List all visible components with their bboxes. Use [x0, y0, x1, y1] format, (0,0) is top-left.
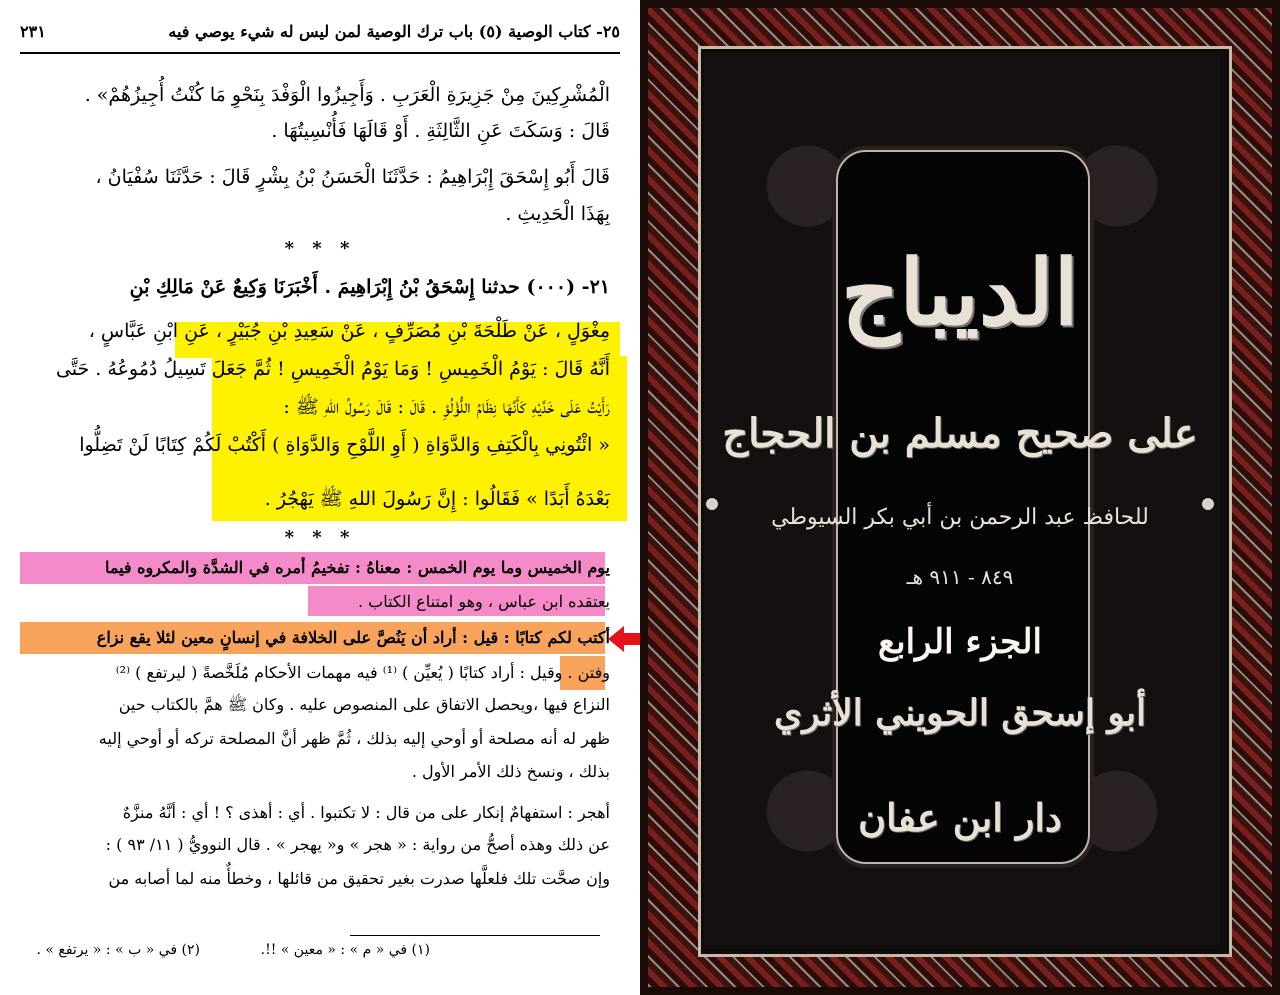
commentary-line: يعتقده ابن عباس ، وهو امتناع الكتاب . — [357, 592, 610, 611]
cover-years: ٨٤٩ - ٩١١ هـ — [906, 565, 1014, 589]
section-separator: * * * — [284, 527, 356, 548]
commentary-line: عن ذلك وهذه أصحُّ من رواية : « هجر » و« يهجر » . قال النوويُّ ( ١١/ ٩٣ ) : — [105, 835, 610, 854]
commentary-line: وفتن . وقيل : أراد كتابًا ( يُعيِّن ) ⁽¹⁾ فيه مهمات الأحكام مُلَخَّصةً ( ليرتفع ) ⁽²⁾ — [115, 663, 610, 682]
commentary-line: أهجر : استفهامٌ إنكار على من قال : لا تكتبوا . أي : أهذى ؟ ! أي : أنَّهُ منزَّهٌ — [122, 803, 610, 822]
footnote-divider — [350, 935, 600, 936]
text-line: بِهَذَا الْحَدِيثِ . — [505, 203, 610, 225]
commentary-line: وإن صحَّت تلك فلعلَّها صدرت بغير تحقيق من قائلها ، وخطأٌ منه لما أصابه من — [108, 869, 610, 888]
cover-editor: أبو إسحق الحويني الأثري — [774, 692, 1146, 734]
text-line: قَالَ أَبُو إِسْحَقَ إِبْرَاهِيمُ : حَدَّثَنَا الْحَسَنُ بْنُ بِشْرٍ قَالَ : حَدَّثَنَا سُفْيَانُ ، — [95, 166, 610, 188]
commentary-line: ظهر له أنه مصلحة أو أوحي إليه بذلك ، ثُمَّ ظهر أنَّ المصلحة تركه أو أوحي إليه — [98, 729, 610, 748]
cover-title: الديباج — [841, 240, 1079, 346]
cover-subtitle: على صحيح مسلم بن الحجاج — [722, 410, 1198, 457]
hadith-line: رَأَيْتُ عَلَى خَدَّيْهِ كَأَنَّهَا نِظَامُ اللُّؤْلُؤِ . قَالَ : قَالَ رَسُولُ اللهِ ﷺ : — [283, 396, 610, 418]
chapter-title: ٢٥- كتاب الوصية (٥) باب ترك الوصية لمن ليس له شيء يوصي فيه — [168, 22, 620, 41]
footnote-1: (١) في « م » : « معين » !!. — [260, 942, 430, 958]
commentary-line: بذلك ، ونسخ ذلك الأمر الأول . — [411, 762, 610, 781]
commentary-line: النزاع فيها ،ويحصل الاتفاق على المنصوص عليه . وكان ﷺ همَّ بالكتاب حين — [118, 695, 610, 714]
cover-publisher: دار ابن عفان — [858, 795, 1062, 840]
hadith-line: « ائْتُونِي بِالْكَتِفِ وَالدَّوَاةِ ( أَوِ اللَّوْحِ وَالدَّوَاةِ ) أَكْتُبْ لَكُمْ كِتَابًا لَنْ تَضِلُّوا — [79, 434, 610, 456]
text-line: قَالَ : وَسَكَتَ عَنِ الثَّالِثَةِ . أَوْ قَالَهَا فَأُنْسِيتُهَا . — [271, 120, 610, 142]
book-cover — [640, 0, 1280, 995]
text-line: الْمُشْرِكِينَ مِنْ جَزِيرَةِ الْعَرَبِ . وَأَجِيزُوا الْوَفْدَ بِنَحْوِ مَا كُنْتُ أُجِيزُهُمْ» . — [84, 84, 610, 106]
cover-volume: الجزء الرابع — [878, 622, 1042, 662]
page-header — [20, 22, 620, 50]
hadith-line: مِغْوَلٍ ، عَنْ طَلْحَةَ بْنِ مُصَرِّفٍ ، عَنْ سَعِيدِ بْنِ جُبَيْرٍ ، عَنِ ابْنِ عَبَّاسٍ ، — [88, 320, 610, 342]
cover-author: للحافظ عبد الرحمن بن أبي بكر السيوطي — [771, 505, 1149, 530]
hadith-line: ٢١- (٠٠٠) حدثنا إِسْحَقُ بْنُ إِبْرَاهِيمَ . أَخْبَرَنَا وَكِيعٌ عَنْ مَالِكِ بْنِ — [129, 276, 610, 298]
header-divider — [20, 52, 620, 54]
commentary-line: يوم الخميس وما يوم الخمس : معناهُ : تفخيمُ أمره في الشدَّة والمكروه فيما — [104, 558, 610, 577]
hadith-line: بَعْدَهُ أَبَدًا » فَقَالُوا : إِنَّ رَسُولَ اللهِ ﷺ يَهْجُرُ . — [264, 488, 610, 510]
page-number: ٢٣١ — [20, 22, 46, 41]
commentary-line: أكتب لكم كتابًا : قيل : أراد أن يَنُصَّ على الخلافة في إنسانٍ معين لئلا يقع نزاع — [96, 628, 610, 647]
footnote-2: (٢) في « ب » : « يرتفع » . — [36, 942, 200, 958]
hadith-line: أَنَّهُ قَالَ : يَوْمُ الْخَمِيسِ ! وَمَا يَوْمُ الْخَمِيسِ ! ثُمَّ جَعَلَ تَسِيلُ دُمُوعُهُ . حَتَّى — [55, 358, 610, 380]
section-separator: * * * — [284, 238, 356, 259]
